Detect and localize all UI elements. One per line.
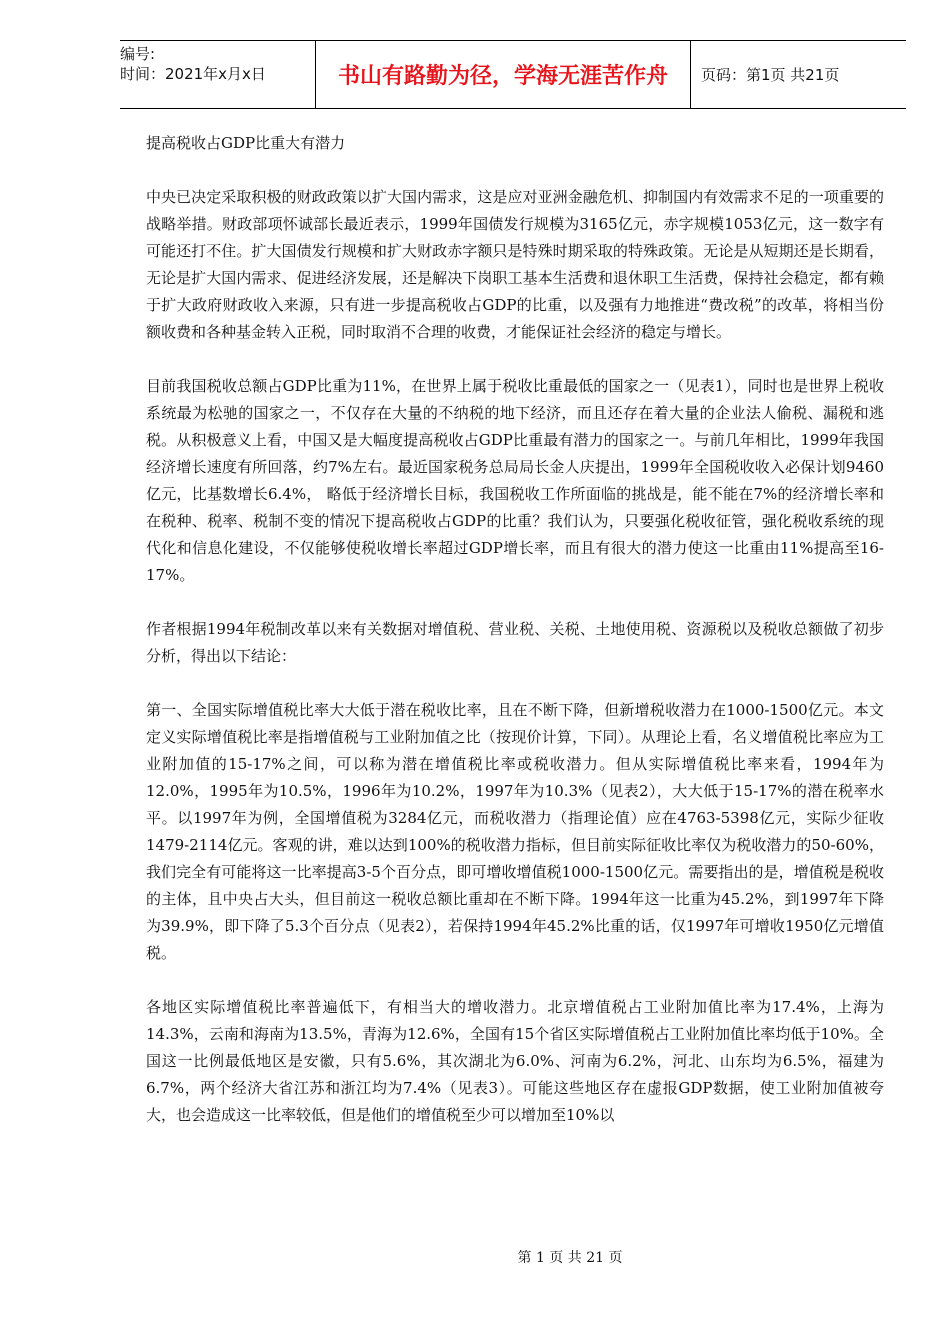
page-footer: 第 1 页 共 21 页: [517, 1250, 623, 1266]
paragraph: 第一、全国实际增值税比率大大低于潜在税收比率，且在不断下降，但新增税收潜力在1000-1500亿元。本文定义实际增值税比率是指增值税与工业附加值之比（按现价计算，下同）。从理论上看，名义增值税比率应为工业附加值的15-17%之间，可以称为潜在增值税比率或税收潜力。但从实际增值税比率来看，1994年为12.0%，1995年为10.5%，1996年为10.2%，1997年为10.3%（见表2），大大低于15-17%的潜在税率水平。以1997年为例，全国增值税为3284亿元，而税收潜力（指理论值）应在4763-5398亿元，实际少征收1479-2114亿元。客观的讲，难以达到100%的税收潜力指标，但目前实际征收比率仅为税收潜力的50-60%，我们完全有可能将这一比率提高3-5个百分点，即可增收增值税1000-1500亿元。需要指出的是，增值税是税收的主体，且中央占大头，但目前这一税收总额比重却在不断下降。1994年这一比重为45.2%，到1997年下降为39.9%，即下降了5.3个百分点（见表2），若保持1994年45.2%比重的话，仅1997年可增收1950亿元增值税。: [146, 701, 884, 962]
paragraph: 中央已决定采取积极的财政政策以扩大国内需求，这是应对亚洲金融危机、抑制国内有效需求不足的一项重要的战略举措。财政部项怀诚部长最近表示，1999年国债发行规模为3165亿元，赤字规模1053亿元，这一数字有可能还打不住。扩大国债发行规模和扩大财政赤字额只是特殊时期采取的特殊政策。无论是从短期还是长期看，无论是扩大国内需求、促进经济发展，还是解决下岗职工基本生活费和退休职工生活费，保持社会稳定，都有赖于扩大政府财政收入来源，只有进一步提高税收占GDP的比重，以及强有力地推进“费改税”的改革，将相当份额收费和各种基金转入正税，同时取消不合理的收费，才能保证社会经济的稳定与增长。: [146, 188, 884, 341]
document-body: [146, 130, 884, 1156]
document-time-label: 时间：2021年x月x日: [120, 65, 266, 83]
paragraph: 各地区实际增值税比率普遍低下，有相当大的增收潜力。北京增值税占工业附加值比率为17.4%，上海为14.3%，云南和海南为13.5%，青海为12.6%，全国有15个省区实际增值税占工业附加值比率均低于10%。全国这一比例最低地区是安徽，只有5.6%，其次湖北为6.0%、河南为6.2%，河北、山东均为6.5%，福建为6.7%，两个经济大省江苏和浙江均为7.4%（见表3）。可能这些地区存在虚报GDP数据，使工业附加值被夸大，也会造成这一比率较低，但是他们的增值税至少可以增加至10%以: [146, 998, 884, 1124]
document-number-label: 编号:: [120, 45, 156, 63]
page-header: [120, 40, 906, 109]
header-meta: [120, 41, 315, 108]
paragraph: 作者根据1994年税制改革以来有关数据对增值税、营业税、关税、土地使用税、资源税以及税收总额做了初步分析，得出以下结论：: [146, 620, 884, 665]
paragraph: 目前我国税收总额占GDP比重为11%，在世界上属于税收比重最低的国家之一（见表1），同时也是世界上税收系统最为松驰的国家之一，不仅存在大量的不纳税的地下经济，而且还存在着大量的企业法人偷税、漏税和逃税。从积极意义上看，中国又是大幅度提高税收占GDP比重最有潜力的国家之一。与前几年相比，1999年我国经济增长速度有所回落，约7%左右。最近国家税务总局局长金人庆提出，1999年全国税收收入必保计划9460亿元，比基数增长6.4%， 略低于经济增长目标，我国税收工作所面临的挑战是，能不能在7%的经济增长率和在税种、税率、税制不变的情况下提高税收占GDP的比重？我们认为，只要强化税收征管，强化税收系统的现代化和信息化建设，不仅能够使税收增长率超过GDP增长率，而且有很大的潜力使这一比重由11%提高至16-17%。: [146, 377, 884, 584]
header-page-label: 页码：第1页 共21页: [701, 66, 840, 84]
header-motto: 书山有路勤为径，学海无涯苦作舟: [315, 41, 691, 108]
document-title: 提高税收占GDP比重大有潜力: [146, 134, 346, 152]
